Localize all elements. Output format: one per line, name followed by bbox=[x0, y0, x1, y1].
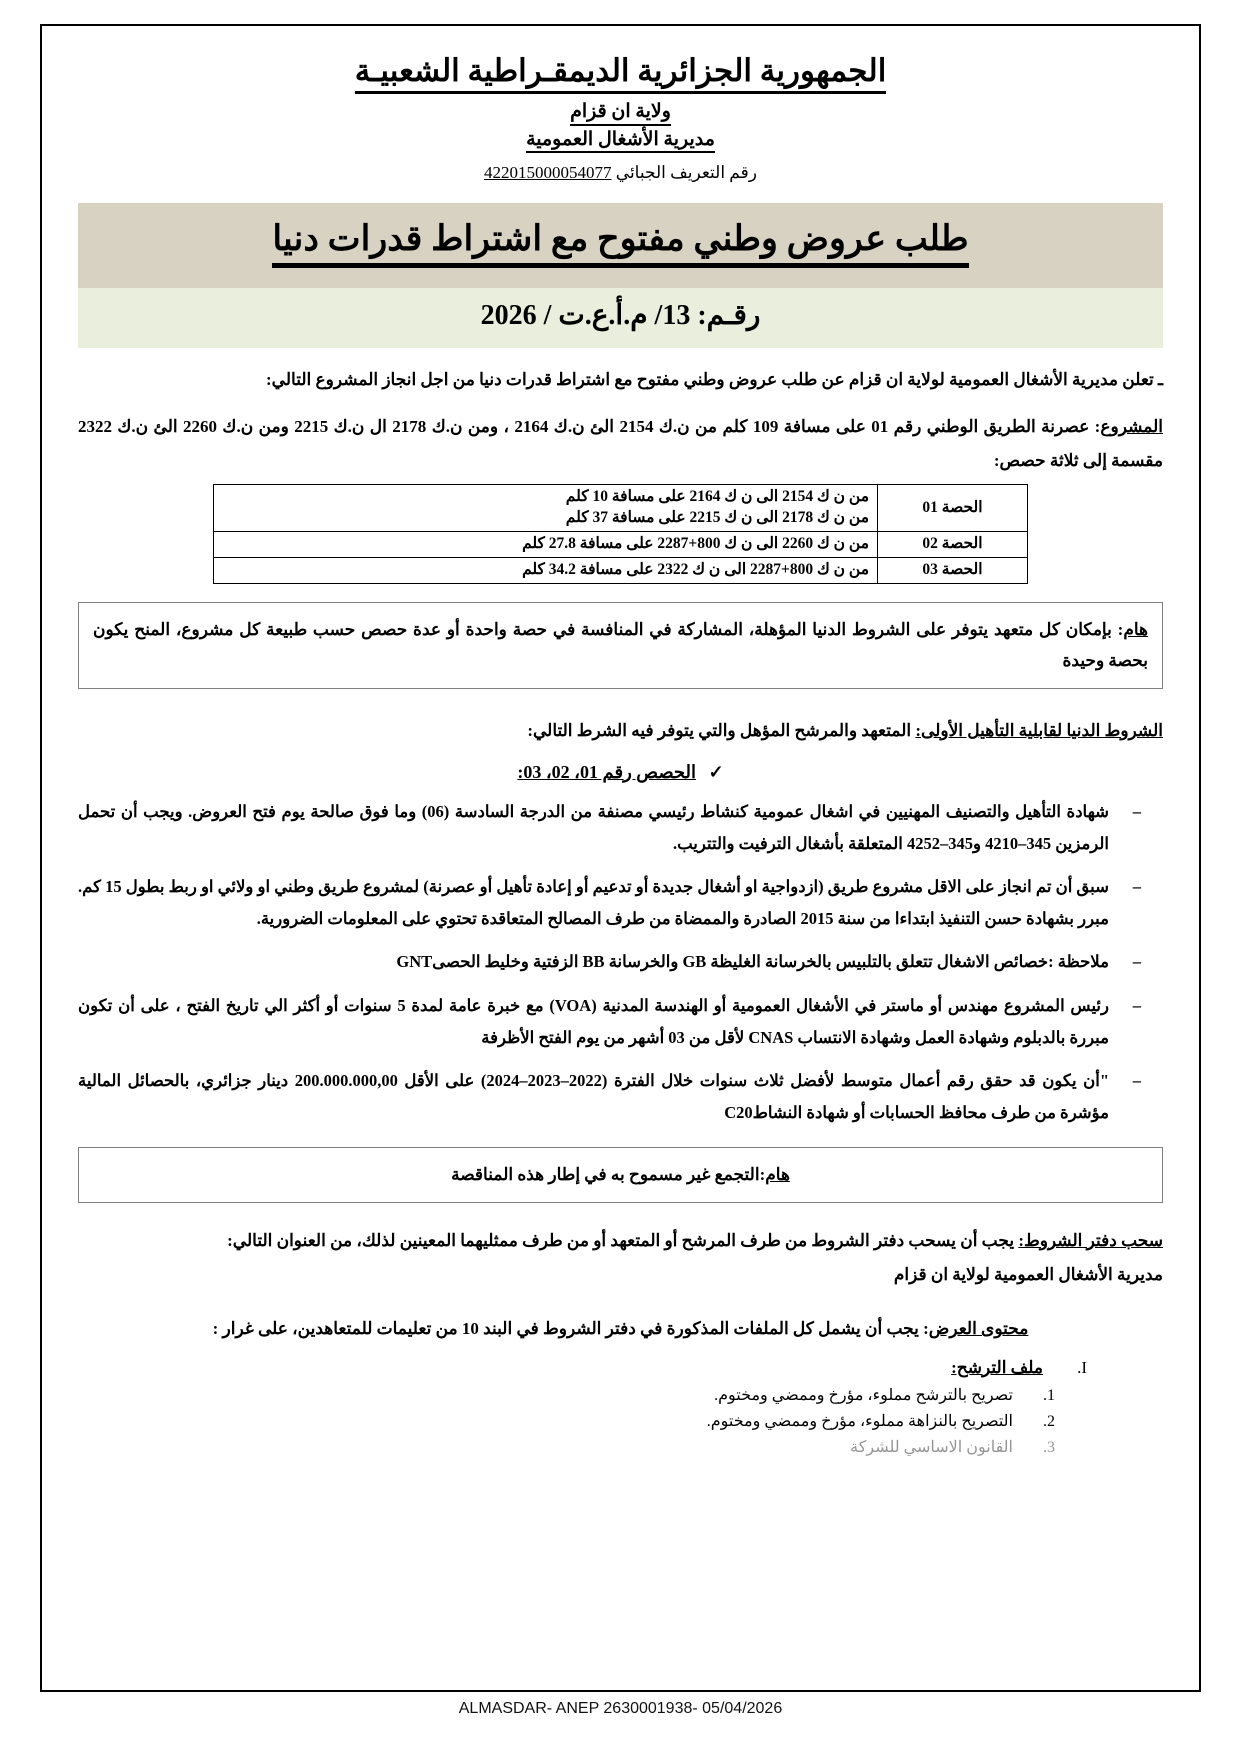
conditions-list bbox=[78, 796, 1163, 1130]
conditions-heading-rest: المتعهد والمرشح المؤهل والتي يتوفر فيه الشرط التالي: bbox=[527, 720, 916, 740]
tax-id-label: رقم التعريف الجبائي bbox=[615, 163, 757, 183]
list-item: – رئيس المشروع مهندس أو ماستر في الأشغال العمومية أو الهندسة المدنية (VOA) مع خبرة عامة لمدة 5 سنوات أو أكثر الي تاريخ الفتح ، على أن تكون مبررة بالدبلوم وشهادة العمل وشهادة الانتساب CNAS لأقل من 03 أشهر من يوم الفتح الأظرفة bbox=[78, 990, 1155, 1054]
lot-line: من ن ك 800+2287 الى ن ك 2322 على مسافة 34.2 كلم bbox=[522, 561, 869, 579]
offer-content-text: : يجب أن يشمل كل الملفات المذكورة في دفتر الشروط في البند 10 من تعليمات للمتعاهدين، على غرار : bbox=[212, 1319, 929, 1339]
list-item: القانون الاساسي للشركة bbox=[850, 1438, 1013, 1456]
document-header bbox=[78, 52, 1163, 184]
tax-id-line bbox=[78, 163, 1163, 183]
list-item: التصريح بالنزاهة مملوء، مؤرخ وممضي ومختوم. bbox=[706, 1412, 1013, 1430]
list-item: – ملاحظة :خصائص الاشغال تتعلق بالتلبيس بالخرسانة الغليظة GB والخرسانة BB الزفتية وخليط الحصىGNT bbox=[78, 946, 1155, 978]
lot-line: من ن ك 2178 الى ن ك 2215 على مسافة 37 كلم bbox=[565, 509, 869, 527]
lots-subheading-text: الحصص رقم 01، 02، 03: bbox=[517, 761, 697, 782]
important-text: : بإمكان كل متعهد يتوفر على الشروط الدنيا المؤهلة، المشاركة في المنافسة في حصة واحدة أو عدة حصص حسب طبيعة كل مشروع، المنح يكون بحصة وحيدة bbox=[93, 619, 1148, 671]
list-item: – سبق أن تم انجاز على الاقل مشروع طريق (ازدواجية او أشغال جديدة أو تدعيم أو إعادة تأهيل أو عصرنة) لمشروع طريق وطني او ولائي او ربط بطول 15 كم. مبرر بشهادة حسن التنفيذ ابتداءا من سنة 2015 الصادرة والممضاة من طرف المصالح المتعاقدة تحتوي على المعلومات الضرورية. bbox=[78, 871, 1155, 935]
announcement-paragraph: ـ تعلن مديرية الأشغال العمومية لولاية ان قزام عن طلب عروض وطني مفتوح مع اشتراط قدرات دنيا من اجل انجاز المشروع التالي: bbox=[266, 369, 1163, 389]
important-label: هام bbox=[1123, 619, 1148, 639]
conditions-heading-underlined: الشروط الدنيا لقابلية التأهيل الأولى: bbox=[915, 720, 1163, 740]
lot-name: الحصة 01 bbox=[878, 485, 1028, 532]
project-text: : عصرنة الطريق الوطني رقم 01 على مسافة 109 كلم من ن.ك 2154 الئ ن.ك 2164 ، ومن ن.ك 2178 ال ن.ك 2215 ومن ن.ك 2260 الئ ن.ك 2322 مقسمة إلى ثلاثة حصص: bbox=[78, 417, 1163, 471]
page-footer: ALMASDAR- ANEP 2630001938- 05/04/2026 bbox=[458, 1700, 783, 1717]
lot-description bbox=[214, 485, 878, 532]
important-notice-box bbox=[78, 602, 1163, 689]
project-paragraph bbox=[78, 410, 1163, 478]
withdrawal-label: سحب دفتر الشروط: bbox=[1018, 1230, 1163, 1250]
offer-sections-list bbox=[78, 1354, 1163, 1381]
lots-subheading bbox=[78, 759, 1163, 786]
table-row bbox=[214, 558, 1028, 584]
title-banner bbox=[78, 203, 1163, 288]
important-label: هام bbox=[765, 1165, 790, 1185]
important-text: :التجمع غير مسموح به في إطار هذه المناقصة bbox=[451, 1165, 766, 1185]
lot-line: من ن ك 2260 الى ن ك 800+2287 على مسافة 27.8 كلم bbox=[522, 535, 869, 553]
list-item: تصريح بالترشح مملوء، مؤرخ وممضي ومختوم. bbox=[714, 1386, 1013, 1404]
offer-content-paragraph bbox=[78, 1313, 1163, 1345]
tax-id-number: 422015000054077 bbox=[484, 163, 612, 183]
grouping-notice-box bbox=[78, 1147, 1163, 1202]
list-item: – "أن يكون قد حقق رقم أعمال متوسط لأفضل ثلاث سنوات خلال الفترة (2022–2023–2024) على الأقل 200.000.000,00 دينار جزائري، بالحصائل المالية مؤشرة من طرف محافظ الحسابات أو شهادة النشاطC20 bbox=[78, 1065, 1155, 1129]
project-label: المشروع bbox=[1100, 417, 1163, 437]
lot-description bbox=[214, 558, 878, 584]
table-row bbox=[214, 485, 1028, 532]
directorate-heading: مديرية الأشغال العمومية bbox=[526, 129, 715, 154]
check-icon: ✓ bbox=[708, 761, 724, 782]
candidacy-file-list bbox=[78, 1383, 1163, 1461]
table-row bbox=[214, 532, 1028, 558]
document-page bbox=[40, 24, 1201, 1692]
wilaya-heading: ولاية ان قزام bbox=[570, 101, 671, 126]
lot-name: الحصة 02 bbox=[878, 532, 1028, 558]
lot-name: الحصة 03 bbox=[878, 558, 1028, 584]
withdrawal-address: مديرية الأشغال العمومية لولاية ان قزام bbox=[893, 1265, 1163, 1285]
republic-heading: الجمهورية الجزائرية الديمقـراطية الشعبيـة bbox=[355, 52, 887, 94]
lots-table bbox=[213, 484, 1028, 584]
list-item: ملف الترشح: bbox=[951, 1357, 1043, 1377]
lot-description bbox=[214, 532, 878, 558]
tender-title: طلب عروض وطني مفتوح مع اشتراط قدرات دنيا bbox=[272, 217, 968, 268]
offer-content-label: محتوى العرض bbox=[928, 1319, 1029, 1339]
lot-line: من ن ك 2154 الى ن ك 2164 على مسافة 10 كلم bbox=[565, 488, 869, 506]
withdrawal-text: يجب أن يسحب دفتر الشروط من طرف المرشح أو المتعهد أو من طرف ممثليهما المعينين لذلك، من العنوان التالي: bbox=[227, 1230, 1019, 1250]
document-inner bbox=[42, 26, 1199, 1690]
list-item: – شهادة التأهيل والتصنيف المهنيين في اشغال عمومية كنشاط رئيسي مصنفة من الدرجة السادسة (06) وما فوق صالحة يوم فتح العروض. ويجب أن تحمل الرمزين 345–4210 و345–4252 المتعلقة بأشغال الترفيت والتتريب. bbox=[78, 796, 1155, 860]
tender-number-banner: رقـم: 13/ م.أ.ع.ت / 2026 bbox=[78, 288, 1163, 348]
withdrawal-paragraph bbox=[78, 1225, 1163, 1257]
conditions-heading bbox=[78, 717, 1163, 746]
